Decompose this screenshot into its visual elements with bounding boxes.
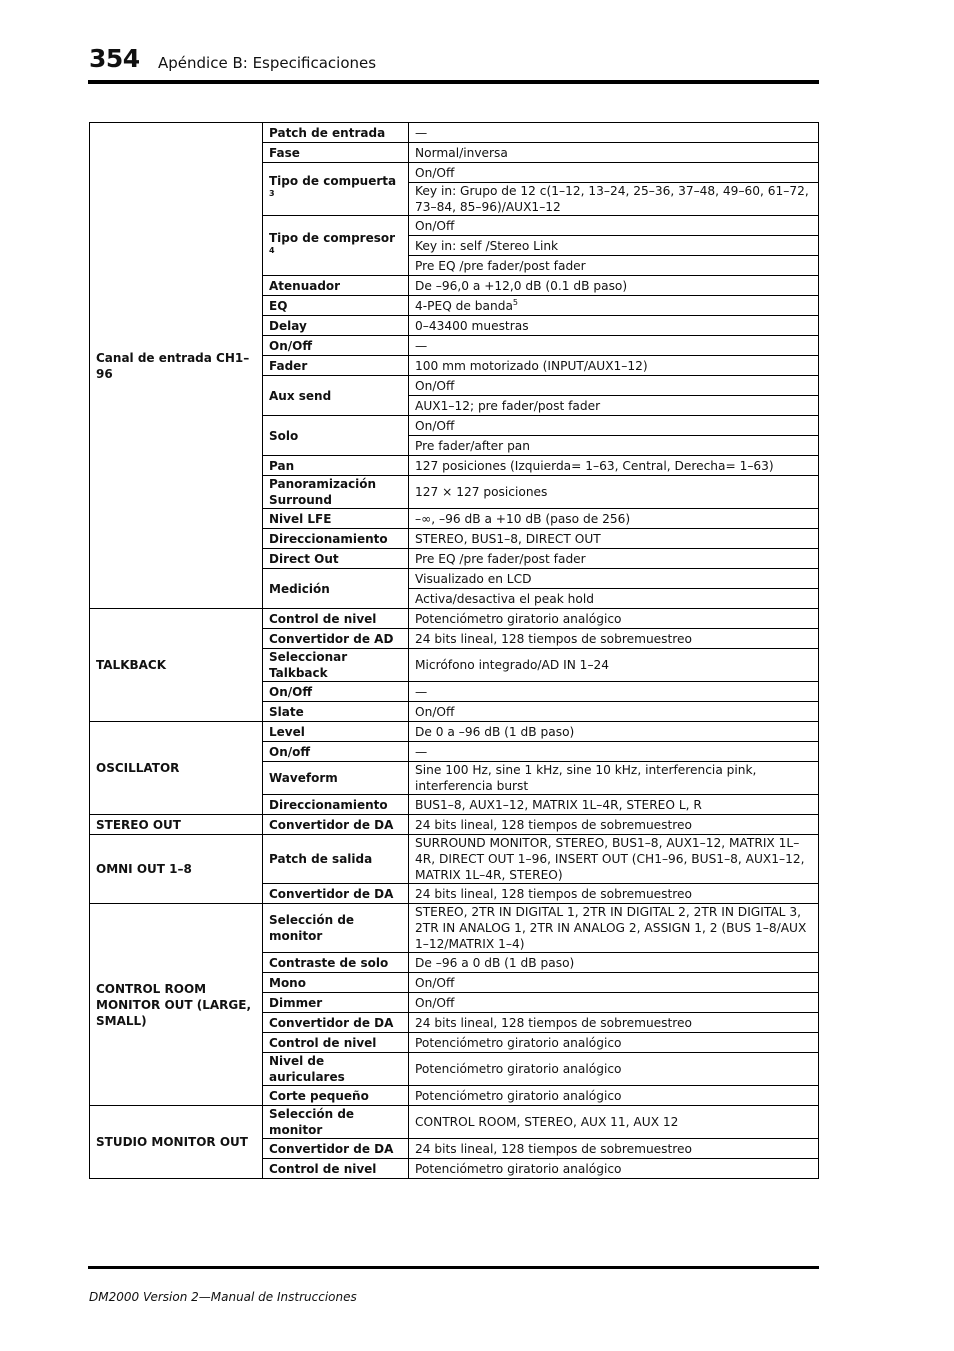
value-cell xyxy=(409,529,819,549)
parameter-cell xyxy=(263,549,409,569)
parameter-cell xyxy=(263,216,409,276)
parameter-label: Level xyxy=(269,724,305,739)
value-text: On/Off xyxy=(415,165,455,180)
value-cell xyxy=(409,1106,819,1139)
parameter-label: Control de nivel xyxy=(269,1035,377,1050)
page-title: Apéndice B: Especificaciones xyxy=(158,54,377,72)
value-text: On/Off xyxy=(415,704,455,719)
value-cell xyxy=(409,509,819,529)
table-row xyxy=(90,904,819,953)
parameter-cell xyxy=(263,609,409,629)
parameter-cell xyxy=(263,629,409,649)
value-cell xyxy=(409,1033,819,1053)
parameter-label: Patch de entrada xyxy=(269,125,386,140)
parameter-label: Patch de salida xyxy=(269,852,373,866)
value-text: 100 mm motorizado (INPUT/AUX1–12) xyxy=(415,358,648,373)
parameter-cell xyxy=(263,1106,409,1139)
value-cell xyxy=(409,416,819,436)
parameter-label: Waveform xyxy=(269,771,338,785)
value-text: Potenciómetro giratorio analógico xyxy=(415,1035,622,1050)
value-text: Activa/desactiva el peak hold xyxy=(415,591,594,606)
parameter-cell xyxy=(263,376,409,416)
parameter-cell xyxy=(263,456,409,476)
value-text: On/Off xyxy=(415,378,455,393)
parameter-cell xyxy=(263,682,409,702)
parameter-cell xyxy=(263,762,409,795)
parameter-cell xyxy=(263,163,409,216)
value-text: 127 posiciones (Izquierda= 1–63, Central, Derecha= 1–63) xyxy=(415,458,774,473)
parameter-cell xyxy=(263,1086,409,1106)
value-text: Key in: self /Stereo Link xyxy=(415,238,559,253)
value-cell xyxy=(409,376,819,396)
value-cell xyxy=(409,629,819,649)
value-cell xyxy=(409,216,819,236)
parameter-cell xyxy=(263,973,409,993)
parameter-label: On/Off xyxy=(269,338,313,353)
value-text: BUS1–8, AUX1–12, MATRIX 1L–4R, STEREO L, R xyxy=(415,797,702,812)
parameter-cell xyxy=(263,316,409,336)
value-text: — xyxy=(415,684,428,699)
value-cell xyxy=(409,649,819,682)
parameter-cell xyxy=(263,356,409,376)
table-row xyxy=(90,815,819,835)
parameter-label: Dimmer xyxy=(269,995,323,1010)
parameter-label: EQ xyxy=(269,298,288,313)
parameter-cell xyxy=(263,276,409,296)
parameter-cell xyxy=(263,1139,409,1159)
value-cell xyxy=(409,476,819,509)
parameter-cell xyxy=(263,649,409,682)
value-cell xyxy=(409,456,819,476)
parameter-cell xyxy=(263,143,409,163)
parameter-cell xyxy=(263,795,409,815)
parameter-cell xyxy=(263,884,409,904)
value-cell xyxy=(409,123,819,143)
value-text: Pre EQ /pre fader/post fader xyxy=(415,258,586,273)
value-cell xyxy=(409,1086,819,1106)
group-label: CONTROL ROOM MONITOR OUT (LARGE, SMALL) xyxy=(90,904,263,1106)
value-cell xyxy=(409,904,819,953)
value-text: 24 bits lineal, 128 tiempos de sobremuestreo xyxy=(415,817,693,832)
value-cell xyxy=(409,1053,819,1086)
parameter-label: Direccionamiento xyxy=(269,797,388,812)
table-row xyxy=(90,1106,819,1139)
value-text: STEREO, 2TR IN DIGITAL 1, 2TR IN DIGITAL 2, 2TR IN DIGITAL 3, 2TR IN ANALOG 1, 2TR IN ANALOG 2, ASSIGN 1, 2 (BUS 1–8/AUX 1–12/MATRIX 1–4) xyxy=(415,905,807,951)
value-cell xyxy=(409,953,819,973)
value-cell xyxy=(409,296,819,316)
value-text: On/Off xyxy=(415,995,455,1010)
parameter-label: Tipo de compuerta xyxy=(269,174,397,188)
parameter-cell xyxy=(263,702,409,722)
value-cell xyxy=(409,336,819,356)
page-number: 354 xyxy=(89,44,140,73)
parameter-label: Mono xyxy=(269,975,306,990)
value-cell xyxy=(409,316,819,336)
value-cell xyxy=(409,884,819,904)
parameter-cell xyxy=(263,416,409,456)
value-cell xyxy=(409,256,819,276)
parameter-label: Medición xyxy=(269,581,330,596)
value-cell xyxy=(409,835,819,884)
parameter-cell xyxy=(263,509,409,529)
value-text: –∞, –96 dB a +10 dB (paso de 256) xyxy=(415,511,631,526)
value-text: — xyxy=(415,125,428,140)
value-text: 24 bits lineal, 128 tiempos de sobremuestreo xyxy=(415,1141,693,1156)
parameter-label: Nivel LFE xyxy=(269,511,332,526)
value-cell xyxy=(409,742,819,762)
group-label: Canal de entrada CH1–96 xyxy=(90,123,263,609)
value-text: Normal/inversa xyxy=(415,145,508,160)
parameter-label: Atenuador xyxy=(269,278,341,293)
value-text: Pre fader/after pan xyxy=(415,438,530,453)
value-cell xyxy=(409,236,819,256)
parameter-label: Slate xyxy=(269,704,304,719)
parameter-label: Control de nivel xyxy=(269,1161,377,1176)
group-label: OMNI OUT 1–8 xyxy=(90,835,263,904)
value-text: 0–43400 muestras xyxy=(415,318,529,333)
footer-text: DM2000 Version 2—Manual de Instrucciones xyxy=(89,1290,357,1304)
parameter-label: Convertidor de DA xyxy=(269,1015,394,1030)
value-cell xyxy=(409,815,819,835)
value-cell xyxy=(409,682,819,702)
value-text: De 0 a –96 dB (1 dB paso) xyxy=(415,724,575,739)
parameter-label: Fase xyxy=(269,145,300,160)
parameter-cell xyxy=(263,742,409,762)
parameter-cell xyxy=(263,1013,409,1033)
value-cell xyxy=(409,722,819,742)
parameter-label: Solo xyxy=(269,428,299,443)
value-cell xyxy=(409,356,819,376)
parameter-label: Convertidor de AD xyxy=(269,631,394,646)
value-text: On/Off xyxy=(415,218,455,233)
value-text: Sine 100 Hz, sine 1 kHz, sine 10 kHz, interferencia pink, interferencia burst xyxy=(415,763,757,793)
value-text: CONTROL ROOM, STEREO, AUX 11, AUX 12 xyxy=(415,1115,679,1129)
value-cell xyxy=(409,1139,819,1159)
parameter-label: Convertidor de DA xyxy=(269,886,394,901)
value-cell xyxy=(409,993,819,1013)
value-cell xyxy=(409,1159,819,1179)
value-text: AUX1–12; pre fader/post fader xyxy=(415,398,601,413)
parameter-label: Control de nivel xyxy=(269,611,377,626)
parameter-label: Convertidor de DA xyxy=(269,817,394,832)
value-cell xyxy=(409,762,819,795)
parameter-cell xyxy=(263,296,409,316)
group-label: TALKBACK xyxy=(90,609,263,722)
value-cell xyxy=(409,795,819,815)
value-text: On/Off xyxy=(415,418,455,433)
value-text: 127 × 127 posiciones xyxy=(415,485,548,499)
parameter-cell xyxy=(263,1033,409,1053)
value-text: — xyxy=(415,744,428,759)
value-text: SURROUND MONITOR, STEREO, BUS1–8, AUX1–12, MATRIX 1L–4R, DIRECT OUT 1–96, INSERT OUT (CH1–96, BUS1–8, AUX1–12, MATRIX 1L–4R, STEREO) xyxy=(415,836,805,882)
value-text: 4-PEQ de banda xyxy=(415,298,513,313)
value-cell xyxy=(409,183,819,216)
value-text: 24 bits lineal, 128 tiempos de sobremuestreo xyxy=(415,1015,693,1030)
header-rule xyxy=(88,80,819,84)
footnote-marker: 4 xyxy=(269,245,275,255)
parameter-cell xyxy=(263,953,409,973)
value-text: Potenciómetro giratorio analógico xyxy=(415,611,622,626)
table-row xyxy=(90,609,819,629)
value-cell xyxy=(409,589,819,609)
value-cell xyxy=(409,396,819,416)
value-text: On/Off xyxy=(415,975,455,990)
value-text: De –96 a 0 dB (1 dB paso) xyxy=(415,955,575,970)
value-text: De –96,0 a +12,0 dB (0.1 dB paso) xyxy=(415,278,628,293)
parameter-cell xyxy=(263,815,409,835)
value-text: Micrófono integrado/AD IN 1–24 xyxy=(415,658,610,672)
value-cell xyxy=(409,702,819,722)
value-text: 24 bits lineal, 128 tiempos de sobremuestreo xyxy=(415,631,693,646)
value-text: Potenciómetro giratorio analógico xyxy=(415,1062,622,1076)
value-text: Visualizado en LCD xyxy=(415,571,532,586)
value-text: Key in: Grupo de 12 c(1–12, 13–24, 25–36, 37–48, 49–60, 61–72, 73–84, 85–96)/AUX1–12 xyxy=(415,184,809,214)
table-row xyxy=(90,722,819,742)
value-cell xyxy=(409,1013,819,1033)
value-text: — xyxy=(415,338,428,353)
parameter-cell xyxy=(263,904,409,953)
parameter-cell xyxy=(263,722,409,742)
parameter-cell xyxy=(263,835,409,884)
parameter-label: On/off xyxy=(269,744,311,759)
parameter-label: Nivel de auriculares xyxy=(269,1054,345,1084)
specifications-table xyxy=(89,122,819,1179)
footnote-marker: 5 xyxy=(512,297,519,307)
parameter-label: Direct Out xyxy=(269,551,339,566)
parameter-label: Tipo de compresor xyxy=(269,230,396,245)
value-cell xyxy=(409,163,819,183)
value-cell xyxy=(409,143,819,163)
footer-rule xyxy=(88,1266,819,1269)
parameter-label: Panoramización Surround xyxy=(269,477,377,507)
parameter-cell xyxy=(263,476,409,509)
value-text: Pre EQ /pre fader/post fader xyxy=(415,551,586,566)
value-cell xyxy=(409,609,819,629)
value-cell xyxy=(409,436,819,456)
value-cell xyxy=(409,973,819,993)
parameter-label: Convertidor de DA xyxy=(269,1141,394,1156)
parameter-cell xyxy=(263,123,409,143)
parameter-label: Aux send xyxy=(269,388,332,403)
group-label: STEREO OUT xyxy=(90,815,263,835)
parameter-label: Corte pequeño xyxy=(269,1088,369,1103)
group-label: STUDIO MONITOR OUT xyxy=(90,1106,263,1179)
table-row xyxy=(90,835,819,884)
table-row xyxy=(90,123,819,143)
parameter-label: Delay xyxy=(269,318,307,333)
group-label: OSCILLATOR xyxy=(90,722,263,815)
parameter-label: Direccionamiento xyxy=(269,531,388,546)
value-text: STEREO, BUS1–8, DIRECT OUT xyxy=(415,531,601,546)
parameter-cell xyxy=(263,1053,409,1086)
value-text: 24 bits lineal, 128 tiempos de sobremuestreo xyxy=(415,886,693,901)
parameter-label: Seleccionar Talkback xyxy=(269,650,348,680)
value-cell xyxy=(409,276,819,296)
parameter-cell xyxy=(263,336,409,356)
footnote-marker: 3 xyxy=(269,189,275,198)
parameter-cell xyxy=(263,993,409,1013)
parameter-cell xyxy=(263,529,409,549)
parameter-label: Selección de monitor xyxy=(269,1107,355,1137)
parameter-label: Selección de monitor xyxy=(269,913,355,943)
parameter-label: Contraste de solo xyxy=(269,955,389,970)
value-text: Potenciómetro giratorio analógico xyxy=(415,1161,622,1176)
parameter-cell xyxy=(263,1159,409,1179)
value-text: Potenciómetro giratorio analógico xyxy=(415,1088,622,1103)
value-cell xyxy=(409,569,819,589)
value-cell xyxy=(409,549,819,569)
parameter-label: On/Off xyxy=(269,684,313,699)
parameter-label: Pan xyxy=(269,458,295,473)
parameter-label: Fader xyxy=(269,358,308,373)
parameter-cell xyxy=(263,569,409,609)
